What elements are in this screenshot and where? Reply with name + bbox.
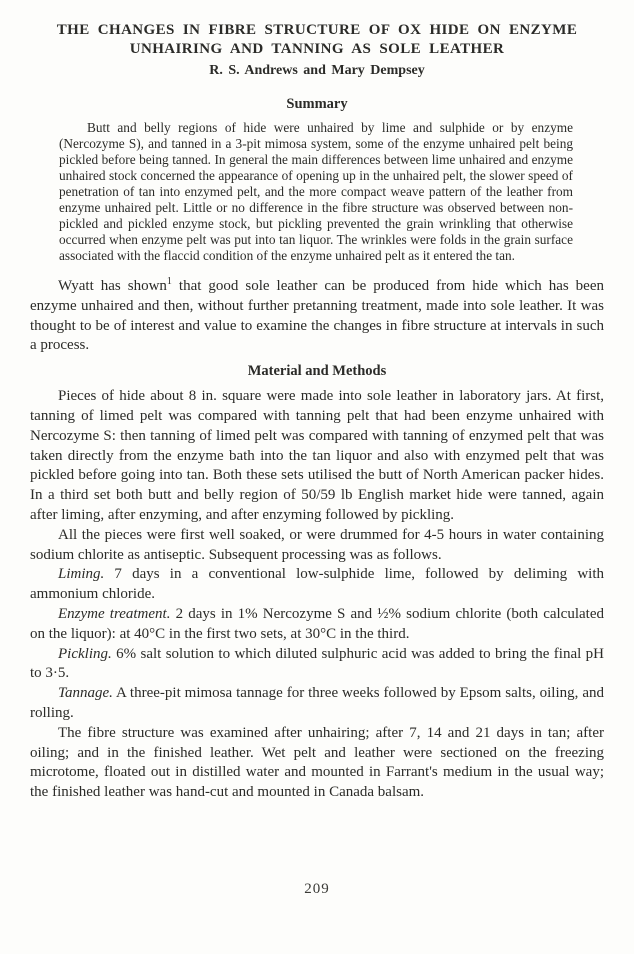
enzyme-treatment-paragraph [30, 605, 604, 645]
page-number: 209 [304, 881, 330, 897]
intro-text-after-ref: that good sole leather can be produced from hide which has been enzyme unhaired and then, without further pretanning treatment, made into sole leather. It was thought to be of interest and value to examine the changes in fibre structure at intervals in such a process. [30, 278, 604, 354]
methods-heading: Material and Methods [247, 363, 387, 380]
liming-paragraph [30, 565, 604, 605]
tannage-text: A three-pit mimosa tannage for three weeks followed by Epsom salts, oiling, and rolling. [30, 685, 604, 721]
liming-label: Liming. [58, 566, 105, 583]
intro-text-before-ref: Wyatt has shown [58, 278, 167, 294]
paper-title-line1: THE CHANGES IN FIBRE STRUCTURE OF OX HIDE ON ENZYME [56, 22, 578, 38]
pickling-text: 6% salt solution to which diluted sulphuric acid was added to bring the final pH to 3·5. [30, 645, 604, 682]
paper-title-line2: UNHAIRING AND TANNING AS SOLE LEATHER [129, 41, 505, 57]
tannage-label: Tannage. [58, 685, 113, 702]
enzyme-treatment-label: Enzyme treatment. [58, 605, 171, 622]
methods-paragraph-1: Pieces of hide about 8 in. square were made into sole leather in laboratory jars. At first, tanning of limed pelt was compared with tanning pelt that had been enzyme unhaired with Nercozyme S: then tanning of limed pelt was compared with tanning of enzymed pelt that was taken directly from the enzyme bath into the tan liquor and also with enzymed pelt that was pickled before going into tan. Both these sets utilised the butt of North American packer hides. In a third set both butt and belly region of 50/59 lb English market hide were tanned, again after liming, after enzyming, and after enzyming followed by pickling. [30, 388, 604, 523]
summary-heading: Summary [286, 96, 348, 112]
methods-paragraph-2: All the pieces were first well soaked, or were drummed for 4-5 hours in water containing sodium chlorite as antiseptic. Subsequent processing was as follows. [30, 526, 604, 563]
paper-title [30, 21, 604, 59]
summary-abstract: Butt and belly regions of hide were unhaired by lime and sulphide or by enzyme (Nercozyme S), and tanned in a 3-pit mimosa system, some of the enzyme unhaired pelt being pickled before being tanned. In general the main differences between lime unhaired and enzyme unhaired stock concerned the appearance of opening up in the unhaired pelt, the slower speed of penetration of tan into enzymed pelt, and the more compact weave pattern of the leather from enzyme unhaired pelt. Little or no difference in the fibre structure was observed between non-pickled and pickled enzyme stock, but pickling prevented the grain wrinkling that otherwise occurred when enzyme pelt was put into tan liquor. The wrinkles were folds in the grain surface associated with the flaccid condition of the enzyme unhaired pelt as it entered the tan. [59, 120, 573, 263]
enzyme-treatment-text: 2 days in 1% Nercozyme S and ½% sodium chlorite (both calculated on the liquor): at 40°C in the first two sets, at 30°C in the third. [30, 605, 604, 642]
tannage-paragraph [30, 684, 604, 724]
paper-body [30, 277, 604, 803]
reference-marker: 1 [166, 276, 172, 287]
pickling-label: Pickling. [58, 645, 112, 662]
paper-authors: R. S. Andrews and Mary Dempsey [209, 63, 425, 78]
methods-final-paragraph: The fibre structure was examined after unhairing; after 7, 14 and 21 days in tan; after oiling; and in the finished leather. Wet pelt and leather were sectioned on the freezing microtome, floated out in distilled water and mounted in Farrant's medium in the usual way; the finished leather was hand-cut and mounted in Canada balsam. [30, 724, 604, 801]
intro-paragraph [30, 277, 604, 356]
liming-text: 7 days in a conventional low-sulphide lime, followed by deliming with ammonium chloride. [30, 566, 604, 603]
pickling-paragraph [30, 645, 604, 685]
